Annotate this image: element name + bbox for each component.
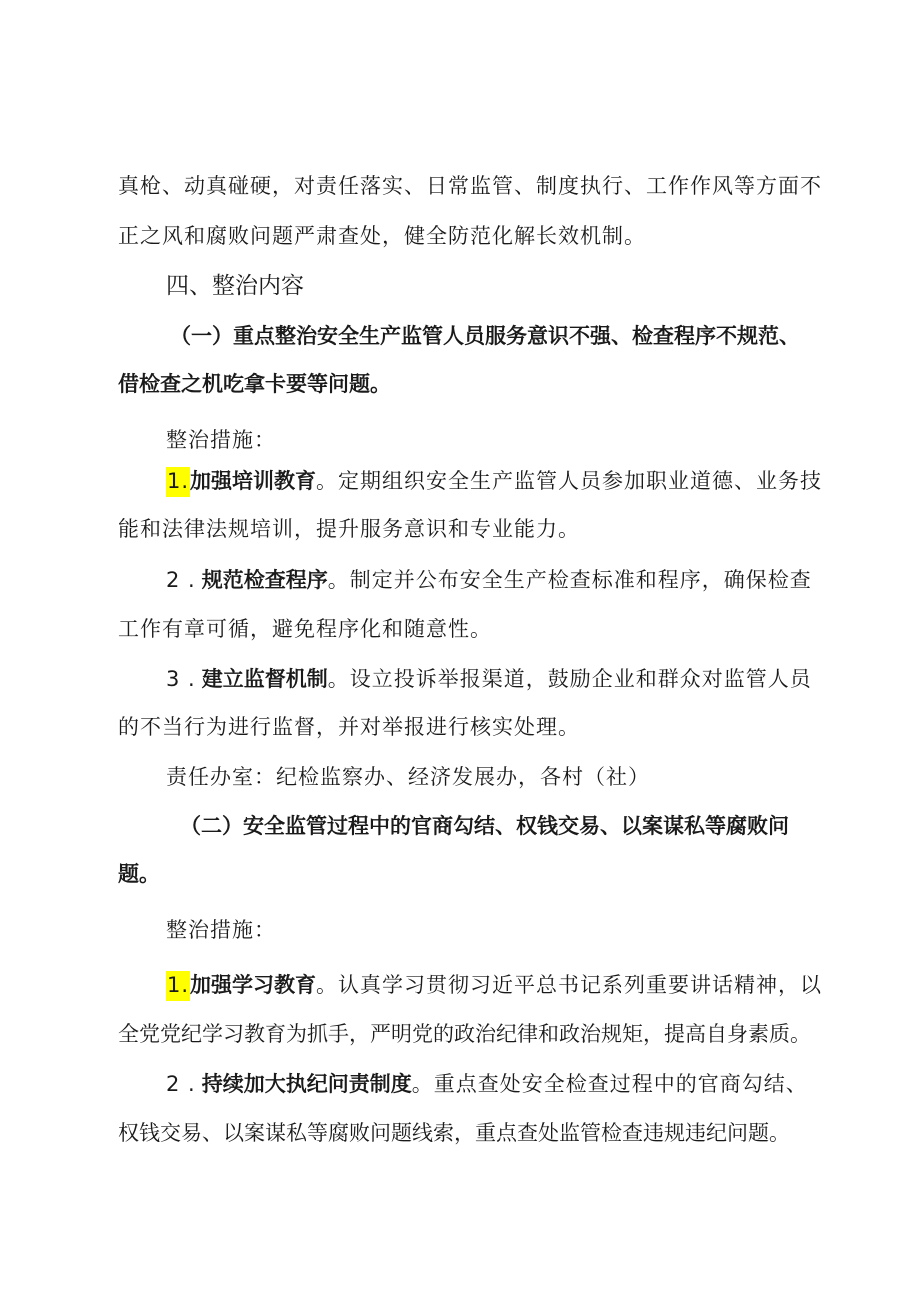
item-number: 3 . <box>166 667 196 691</box>
item-number-highlighted: 1. <box>166 467 190 497</box>
item-number: 2 . <box>166 1072 196 1096</box>
item-title: 规范检查程序 <box>201 568 328 592</box>
subsection-title-line: 题。 <box>118 862 160 886</box>
item-text: 。认真学习贯彻习近平总书记系列重要讲话精神，以 <box>316 973 823 997</box>
item-number: 2 . <box>166 568 196 592</box>
list-item <box>166 1070 886 1098</box>
measures-label: 整治措施： <box>166 428 276 452</box>
subsection-title-line: 借检查之机吃拿卡要等问题。 <box>118 372 391 396</box>
item-text: 。设立投诉举报渠道，鼓励企业和群众对监管人员 <box>327 667 812 691</box>
section-heading: 四、整治内容 <box>166 273 304 299</box>
responsible-office: 责任办室：纪检监察办、经济发展办，各村（社） <box>166 765 650 789</box>
list-item <box>166 971 886 999</box>
paragraph-line: 正之风和腐败问题严肃查处，健全防范化解长效机制。 <box>118 224 646 248</box>
paragraph-line: 权钱交易、以案谋私等腐败问题线索，重点查处监管检查违规违纪问题。 <box>118 1121 790 1145</box>
subsection-title-line: （二）安全监管过程中的官商勾结、权钱交易、以案谋私等腐败问 <box>180 814 789 838</box>
item-text: 。制定并公布安全生产检查标准和程序，确保检查 <box>327 568 812 592</box>
item-text: 。重点查处安全检查过程中的官商勾结、 <box>411 1072 808 1096</box>
subsection-title-line: （一）重点整治安全生产监管人员服务意识不强、检查程序不规范、 <box>170 324 800 348</box>
list-item <box>166 566 886 594</box>
list-item <box>166 665 886 693</box>
item-title: 建立监督机制 <box>201 667 328 691</box>
paragraph-line: 工作有章可循，避免程序化和随意性。 <box>118 617 492 641</box>
item-number-highlighted: 1. <box>166 971 190 1001</box>
paragraph-line: 真枪、动真碰硬，对责任落实、日常监管、制度执行、工作作风等方面不 <box>118 174 822 198</box>
item-title: 加强培训教育 <box>190 469 317 493</box>
paragraph-line: 的不当行为进行监督，并对举报进行核实处理。 <box>118 715 580 739</box>
item-title: 加强学习教育 <box>190 973 317 997</box>
paragraph-line: 全党党纪学习教育为抓手，严明党的政治纪律和政治规矩，提高自身素质。 <box>118 1022 811 1046</box>
paragraph-line: 能和法律法规培训，提升服务意识和专业能力。 <box>118 517 580 541</box>
item-text: 。定期组织安全生产监管人员参加职业道德、业务技 <box>316 469 823 493</box>
measures-label: 整治措施： <box>166 918 276 942</box>
item-title: 持续加大执纪问责制度 <box>201 1072 412 1096</box>
list-item <box>166 467 886 495</box>
